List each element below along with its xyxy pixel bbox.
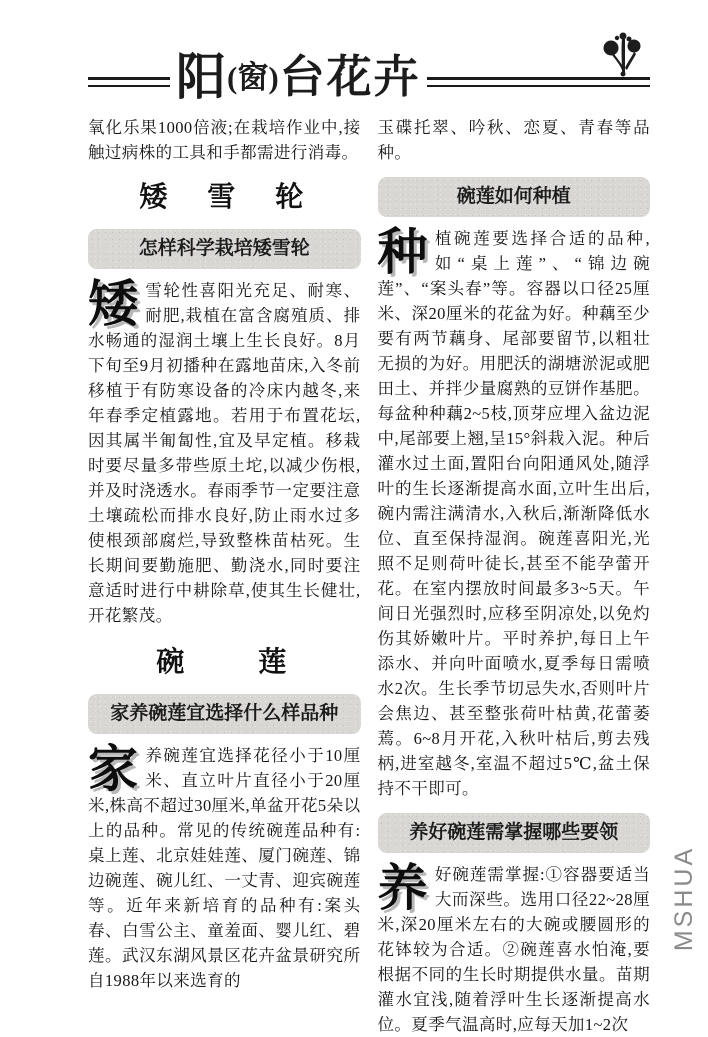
page-title-paren: (窗) bbox=[227, 59, 279, 95]
page-masthead bbox=[88, 49, 650, 105]
page-title-main: 阳 bbox=[176, 49, 226, 105]
topic-heading-wanlian-varieties bbox=[88, 694, 361, 734]
watermark bbox=[670, 833, 700, 963]
dropcap-jia: 家 bbox=[88, 740, 139, 798]
chapter-title-wanlian: 碗 莲 bbox=[156, 647, 293, 678]
paragraph-text: 雪轮性喜阳光充足、耐寒、耐肥,栽植在富含腐殖质、排水畅通的湿润土壤上生长良好。8月下旬至9月初播种在露地苗床,入冬前移植于有防寒设备的冷床内越冬,来年春季定植露地。若用于布置花坛,因其属半匍匐性,宜及早定植。移栽时要尽量多带些原土坨,以减少伤根,并及时浇透水。春雨季节一定要注意土壤疏松而排水良好,防止雨水过多使根颈部腐烂,导致整株苗枯死。生长期间要勤施肥、勤浇水,同时要注意适时进行中耕除草,使其生长健壮,开花繁茂。 bbox=[88, 281, 361, 625]
topic-heading-key-points bbox=[378, 813, 651, 853]
paragraph-key-points bbox=[377, 859, 651, 1037]
paragraph-wanlian-varieties bbox=[88, 740, 361, 993]
paragraph-how-to-plant bbox=[377, 223, 651, 801]
right-column bbox=[378, 106, 651, 1037]
page-title-rest: 台花卉 bbox=[279, 51, 421, 102]
topic-heading-text: 养好碗莲需掌握哪些要领 bbox=[409, 822, 619, 843]
header-rule-left bbox=[88, 77, 170, 87]
dropcap-yang: 养 bbox=[377, 859, 428, 917]
topic-heading-how-to-plant bbox=[378, 177, 651, 217]
paragraph-text: 好碗莲需掌握:①容器要适当大而深些。选用口径22~28厘米,深20厘米左右的大碗或腰圆形的花钵较为合适。②碗莲喜水怕淹,要根据不同的生长时期提供水量。苗期灌水宜浅,随着浮叶生长逐渐提高水位。夏季气温高时,应每天加1~2次 bbox=[377, 865, 650, 1034]
dropcap-zhong: 种 bbox=[377, 223, 428, 281]
paragraph-aixuelun bbox=[88, 275, 361, 628]
paragraph-text: 植碗莲要选择合适的品种,如“桌上莲”、“锦边碗莲”、“案头春”等。容器以口径25厘米、深20厘米的花盆为好。种藕至少要有两节藕身、尾部要留节,以粗壮无损的为好。用肥沃的湖塘淤泥或肥田土、并拌少量腐熟的豆饼作基肥。每盆种种藕2~5枝,顶芽应埋入盆边泥中,尾部要上翘,呈15°斜栽入泥。种后灌水过土面,置阳台向阳通风处,随浮叶的生长逐渐提高水面,立叶生出后,碗内需注满清水,入秋后,渐渐降低水位、直至保持湿润。碗莲喜阳光,光照不足则荷叶徒长,甚至不能孕蕾开花。在室内摆放时间最多3~5天。午间日光强烈时,应移至阴凉处,以免灼伤其娇嫩叶片。平时养护,每日上午添水、并向叶面喷水,夏季每日需喷水2次。生长季节切忌失水,否则叶片会焦边、甚至整张荷叶枯黄,花蕾萎蔫。6~8月开花,入秋叶枯后,剪去残柄,进室越冬,室温不超过5℃,盆土保持不干即可。 bbox=[377, 229, 650, 798]
right-continued-paragraph: 玉碟托翠、吟秋、恋夏、青春等品种。 bbox=[377, 118, 650, 162]
flower-ornament-icon bbox=[598, 30, 648, 78]
header-rule-right bbox=[427, 77, 650, 87]
dropcap-ai: 矮 bbox=[88, 275, 139, 333]
left-continued-paragraph: 氧化乐果1000倍液;在栽培作业中,接触过病株的工具和手都需进行消毒。 bbox=[88, 118, 361, 162]
page-title bbox=[170, 49, 427, 105]
topic-heading-text: 怎样科学栽培矮雪轮 bbox=[138, 238, 310, 259]
topic-heading-text: 家养碗莲宜选择什么样品种 bbox=[110, 703, 339, 724]
chapter-title-aixuelun: 矮 雪 轮 bbox=[139, 182, 310, 213]
topic-heading-aixuelun bbox=[88, 229, 361, 269]
topic-heading-text: 碗莲如何种植 bbox=[456, 186, 571, 207]
paragraph-text: 养碗莲宜选择花径小于10厘米、直立叶片直径小于20厘米,株高不超过30厘米,单盆开花5朵以上的品种。常见的传统碗莲品种有:桌上莲、北京娃娃莲、厦门碗莲、锦边碗莲、碗儿红、一丈青、迎宾碗莲等。近年来新培育的品种有:案头春、白雪公主、童羞面、婴儿红、碧莲。武汉东湖风景区花卉盆景研究所自1988年以来选育的 bbox=[88, 746, 361, 990]
watermark-text: MSHUA bbox=[670, 845, 699, 951]
left-column bbox=[88, 106, 361, 1037]
two-column-layout bbox=[88, 106, 650, 1037]
